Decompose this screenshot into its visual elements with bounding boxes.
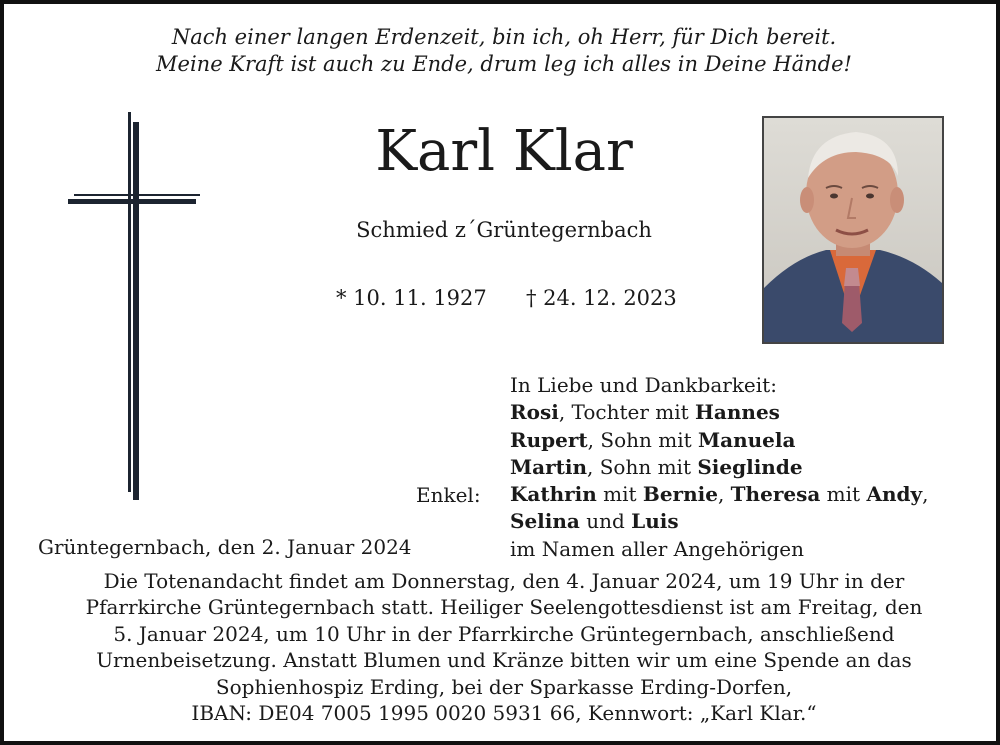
connector-text: und: [579, 509, 632, 534]
mourner-relation: , Sohn mit: [587, 454, 698, 479]
mourner-relation: , Tochter mit: [558, 400, 695, 425]
verse: [4, 24, 1000, 78]
grandchildren-line-1: [510, 481, 928, 508]
mourner-partner: Hannes: [695, 400, 780, 425]
service-line: Pfarrkirche Grüntegernbach statt. Heiliger Seelengottesdienst ist am Freitag, den: [85, 595, 923, 620]
mourner-relation: , Sohn mit: [587, 427, 698, 452]
mourner-name: Rosi: [510, 400, 559, 425]
service-line: 5. Januar 2024, um 10 Uhr in der Pfarrkirche Grüntegernbach, anschließend: [113, 621, 895, 646]
service-line: IBAN: DE04 7005 1995 0020 5931 66, Kennwort: „Karl Klar.“: [191, 701, 817, 726]
cross-icon: [66, 112, 206, 502]
grandchild-name: Kathrin: [510, 482, 597, 507]
birth-date: * 10. 11. 1927: [336, 286, 487, 310]
mourners-intro: In Liebe und Dankbarkeit:: [510, 373, 777, 397]
verse-line-2: Meine Kraft ist auch zu Ende, drum leg ich alles in Deine Hände!: [156, 52, 852, 76]
mourner-name: Martin: [510, 454, 588, 479]
mourner-row: [510, 454, 928, 481]
portrait-photo: [762, 116, 944, 344]
mourner-row: [510, 427, 928, 454]
grandchildren-label: Enkel:: [416, 483, 481, 507]
death-date: † 24. 12. 2023: [526, 286, 677, 310]
grandchildren-line-2: [510, 508, 928, 535]
grandchild-partner: Andy: [866, 482, 923, 507]
portrait-illustration: [764, 118, 942, 342]
mourners-closing: im Namen aller Angehörigen: [510, 536, 805, 561]
grandchild-name: Luis: [631, 509, 679, 534]
mourner-partner: Manuela: [698, 427, 796, 452]
deceased-occupation: Schmied z´Grüntegernbach: [356, 218, 652, 242]
mourner-name: Rupert: [510, 427, 588, 452]
mourner-partner: Sieglinde: [697, 454, 803, 479]
service-line: Die Totenandacht findet am Donnerstag, den 4. Januar 2024, um 19 Uhr in der: [103, 569, 905, 593]
separator-text: ,: [717, 482, 731, 507]
connector-text: mit: [820, 482, 867, 507]
grandchild-name: Theresa: [730, 482, 821, 507]
grandchild-name: Selina: [510, 509, 580, 534]
mourners-list: [510, 372, 928, 563]
place-and-date: Grüntegernbach, den 2. Januar 2024: [38, 535, 412, 559]
service-details: [34, 568, 974, 726]
grandchild-partner: Bernie: [642, 482, 718, 507]
service-line: Sophienhospiz Erding, bei der Sparkasse Erding-Dorfen,: [215, 674, 793, 699]
separator-text: ,: [922, 482, 929, 507]
verse-line-1: Nach einer langen Erdenzeit, bin ich, oh Herr, für Dich bereit.: [171, 25, 837, 49]
deceased-name: Karl Klar: [375, 119, 633, 184]
connector-text: mit: [596, 482, 643, 507]
mourner-row: [510, 399, 928, 426]
service-line: Urnenbeisetzung. Anstatt Blumen und Kränze bitten wir um eine Spende an das: [96, 648, 912, 673]
